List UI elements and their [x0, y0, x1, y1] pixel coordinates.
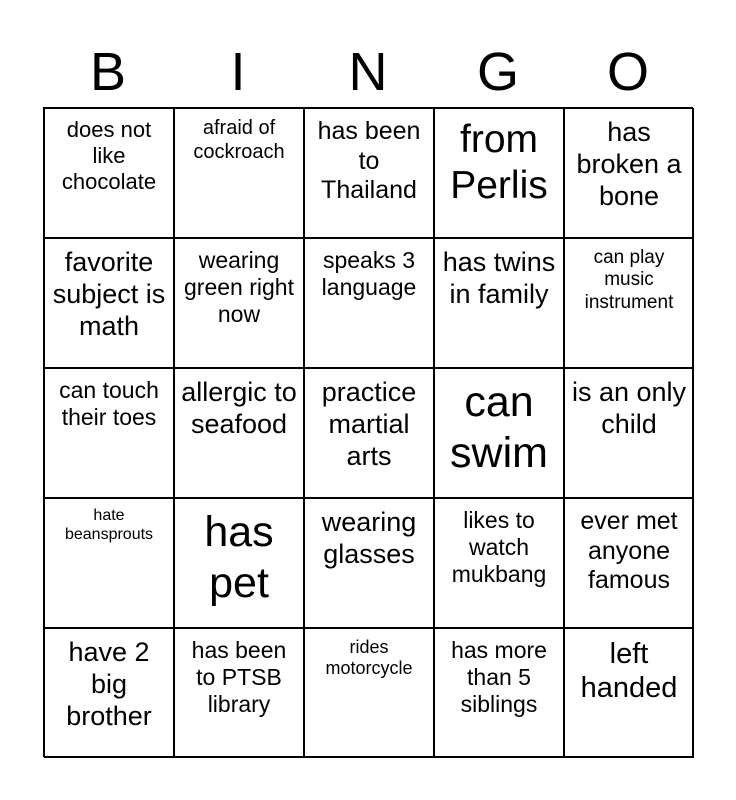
bingo-cell[interactable]: has pet [174, 498, 304, 628]
bingo-cell[interactable]: is an only child [564, 368, 694, 498]
bingo-grid [43, 107, 693, 757]
bingo-cell[interactable]: favorite subject is math [44, 238, 174, 368]
bingo-cell[interactable]: rides motorcycle [304, 628, 434, 758]
bingo-cell[interactable]: speaks 3 language [304, 238, 434, 368]
bingo-cell[interactable]: can touch their toes [44, 368, 174, 498]
bingo-cell[interactable]: have 2 big brother [44, 628, 174, 758]
bingo-cell[interactable]: has been to PTSB library [174, 628, 304, 758]
bingo-cell[interactable]: practice martial arts [304, 368, 434, 498]
header-letter-o: O [606, 42, 649, 102]
bingo-cell[interactable]: from Perlis [434, 108, 564, 238]
bingo-cell[interactable]: ever met anyone famous [564, 498, 694, 628]
bingo-cell[interactable]: has more than 5 siblings [434, 628, 564, 758]
bingo-cell[interactable]: can play music instrument [564, 238, 694, 368]
bingo-cell[interactable]: left handed [564, 628, 694, 758]
bingo-cell[interactable]: allergic to seafood [174, 368, 304, 498]
bingo-cell[interactable]: hate beansprouts [44, 498, 174, 628]
header-letter-n: N [348, 42, 388, 102]
bingo-header [43, 40, 693, 104]
header-letter-g: G [476, 42, 519, 102]
bingo-cell[interactable]: wearing glasses [304, 498, 434, 628]
bingo-cell[interactable]: has broken a bone [564, 108, 694, 238]
bingo-cell[interactable]: does not like chocolate [44, 108, 174, 238]
bingo-cell[interactable]: likes to watch mukbang [434, 498, 564, 628]
bingo-cell[interactable]: has twins in family [434, 238, 564, 368]
bingo-cell[interactable]: can swim [434, 368, 564, 498]
bingo-cell[interactable]: wearing green right now [174, 238, 304, 368]
bingo-cell[interactable]: afraid of cockroach [174, 108, 304, 238]
bingo-cell[interactable]: has been to Thailand [304, 108, 434, 238]
header-letter-b: B [89, 42, 127, 102]
header-letter-i: I [230, 42, 246, 102]
